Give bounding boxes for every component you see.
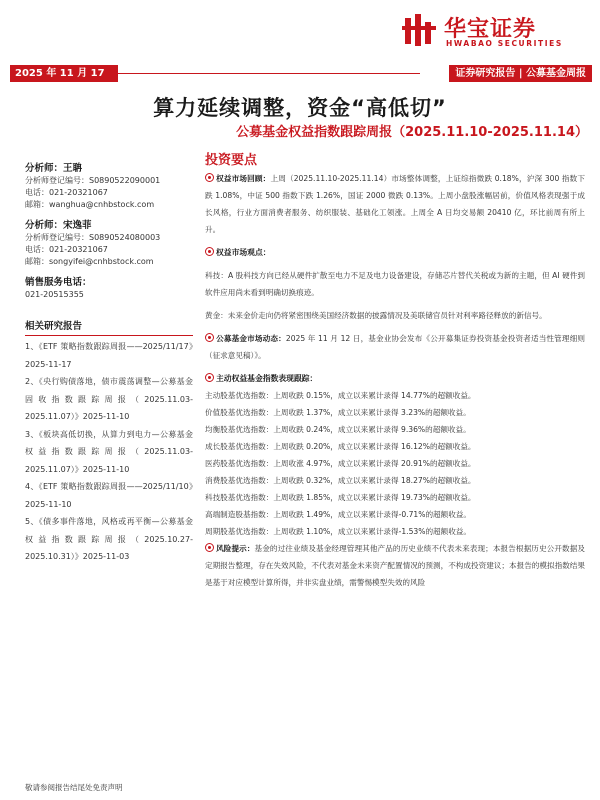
analyst-name: 分析师：宋逸菲 [25, 220, 92, 231]
related-report-item[interactable]: 5、《债多事件落地，风格或再平衡—公募基金权益指数跟踪周报（2025.10.27-2025.10.31）》2025-11-03 [25, 517, 193, 561]
index-item: 科技股基优选指数：上周收跌 1.85%，成立以来累计录得 19.73%的超额收益。 [205, 493, 476, 502]
sales-phone: 021-20515355 [25, 290, 84, 299]
index-item: 医药股基优选指数：上周收涨 4.97%，成立以来累计录得 20.91%的超额收益。 [205, 459, 476, 468]
disclaimer-footer: 敬请参阅报告结尾处免责声明 [25, 783, 123, 792]
related-report-item[interactable]: 1、《ETF 策略指数跟踪周报——2025/11/17》2025-11-17 [25, 342, 193, 369]
analyst-email[interactable]: 邮箱：wanghua@cnhbstock.com [25, 200, 155, 209]
fund-market-paragraph [205, 330, 585, 364]
related-reports-title: 相关研究报告 [25, 318, 193, 336]
analyst-block [25, 162, 193, 211]
header-divider [118, 73, 420, 74]
sales-title: 销售服务电话： [25, 277, 92, 288]
related-reports-list [25, 338, 193, 566]
page-subtitle: 公募基金权益指数跟踪周报（2025.11.10-2025.11.14） [236, 125, 588, 140]
analyst-block [25, 219, 193, 268]
bullet-icon [205, 543, 214, 552]
brand-name-en: HWABAO SECURITIES [446, 39, 563, 48]
report-type: 证券研究报告 | 公募基金周报 [449, 65, 592, 82]
bullet-icon [205, 247, 214, 256]
analyst-panel [25, 162, 193, 301]
section-heading: 投资要点 [205, 153, 258, 168]
analyst-reg: 分析师登记编号：S0890524080003 [25, 233, 161, 242]
view-tech: 科技：A 股科技方向已经从硬件扩散至电力不足及电力设备建设，存储芯片替代关税或为新的主题，但 AI 硬件到软件应用尚未看到明确切换痕迹。 [205, 271, 585, 297]
risk-paragraph [205, 540, 585, 591]
related-report-item[interactable]: 2、《央行购债落地，债市震荡调整—公募基金固收指数跟踪周报（2025.11.03-2025.11.07）》2025-11-10 [25, 377, 193, 421]
fund-market-label: 公募基金市场动态： [216, 334, 286, 343]
bullet-icon [205, 373, 214, 382]
bullet-icon [205, 333, 214, 342]
index-item: 价值股基优选指数：上周收跌 1.37%，成立以来累计录得 3.23%的超额收益。 [205, 408, 471, 417]
fund-market-text: 2025 年 11 月 12 日，基金业协会发布《公开募集证券投资基金投资者适当性管理细则（征求意见稿）》。 [205, 334, 586, 360]
index-item: 均衡股基优选指数：上周收跌 0.24%，成立以来累计录得 9.36%的超额收益。 [205, 425, 471, 434]
header-bar [10, 65, 592, 96]
risk-text: 基金的过往业绩及基金经理管理其他产品的历史业绩不代表未来表现；本报告根据历史公开数据及定期报告整理，存在失效风险，不代表对基金未来资产配置情况的预测，不构成投资建议；本报告的模拟指数结果是基于对应模型计算所得，并非实盘业绩，需警惕模型失效的风险 [205, 544, 585, 587]
main-content [205, 152, 585, 591]
page-title: 算力延续调整，资金“高低切” [153, 96, 447, 120]
index-item: 高端制造股基指数：上周收跌 1.49%，成立以来累计录得-0.71%的超额收益。 [205, 510, 472, 519]
analyst-name: 分析师：王聃 [25, 163, 83, 174]
index-item: 周期股基优选指数：上周收跌 1.10%，成立以来累计录得-1.53%的超额收益。 [205, 527, 472, 536]
index-item: 成长股基优选指数：上周收跌 0.20%，成立以来累计录得 16.12%的超额收益。 [205, 442, 476, 451]
index-tracking-heading [205, 370, 585, 387]
market-views-heading [205, 244, 585, 261]
index-tracking-label: 主动权益基金指数表现跟踪： [216, 374, 318, 383]
analyst-reg: 分析师登记编号：S0890522090001 [25, 176, 161, 185]
related-report-item[interactable]: 4、《ETF 策略指数跟踪周报——2025/11/10》2025-11-10 [25, 482, 193, 509]
market-review-label: 权益市场回顾： [216, 174, 271, 183]
market-views-label: 权益市场观点： [216, 248, 271, 257]
view-gold: 黄金：未来金价走向仍将紧密围绕美国经济数据的披露情况及美联储官员针对利率路径释放的新信号。 [205, 311, 547, 320]
index-item: 主动股基优选指数：上周收跌 0.15%，成立以来累计录得 14.77%的超额收益。 [205, 391, 476, 400]
analyst-email[interactable]: 邮箱：songyifei@cnhbstock.com [25, 257, 154, 266]
market-review-paragraph [205, 170, 585, 238]
brand-logo [402, 10, 592, 50]
market-review-text: 上周（2025.11.10-2025.11.14）市场整体调整，上证综指微跌 0.18%，沪深 300 指数下跌 1.08%，中证 500 指数下跌 1.26%，国证 2000 微跌 0.13%。上周小盘股涨幅居前，价值风格表现强于成长风格，行业方面消费者服务、纺织服装、基础化工领涨。上周全 A 日均交易额 20410 亿，环比前周有所上升。 [205, 174, 586, 234]
index-item: 消费股基优选指数：上周收跌 0.32%，成立以来累计录得 18.27%的超额收益。 [205, 476, 476, 485]
bullet-icon [205, 173, 214, 182]
analyst-phone: 电话：021-20321067 [25, 188, 108, 197]
hwabao-logo-icon [402, 12, 438, 48]
related-report-item[interactable]: 3、《板块高低切换，从算力到电力—公募基金权益指数跟踪周报（2025.11.03-2025.11.07）》2025-11-10 [25, 429, 193, 474]
risk-label: 风险提示： [216, 544, 255, 553]
report-date: 2025 年 11 月 17 日 [10, 65, 118, 82]
analyst-phone: 电话：021-20321067 [25, 245, 108, 254]
brand-name-cn: 华宝证券 [444, 17, 537, 42]
